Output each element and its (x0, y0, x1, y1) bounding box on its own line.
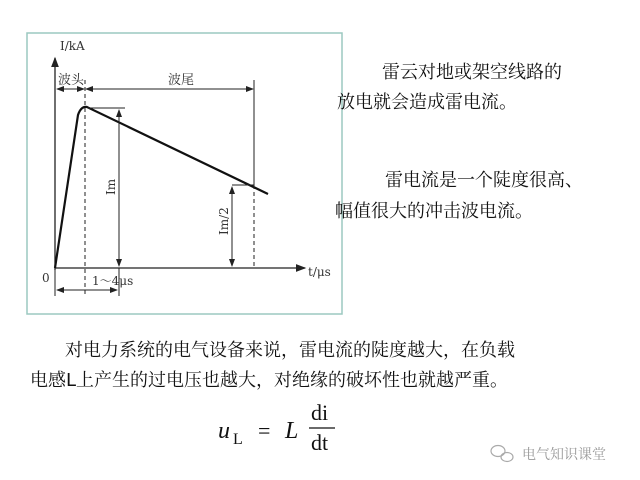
origin-label: 0 (42, 271, 50, 285)
paragraph-3-line-1: 对电力系统的电气设备来说，雷电流的陡度越大，在负载 (65, 340, 515, 361)
paragraph-1-line-1: 雷云对地或架空线路的 (382, 62, 562, 83)
y-axis-label: I/kA (60, 39, 85, 53)
front-time-label: 1～4μs (92, 274, 134, 288)
formula-numerator: di (311, 400, 329, 425)
wave-front-label: 波头 (58, 73, 85, 88)
formula-denominator: dt (311, 430, 329, 455)
paragraph-2-line-1: 雷电流是一个陡度很高、 (385, 170, 583, 191)
inductance-voltage-formula (218, 400, 335, 455)
x-axis-label: t/μs (308, 265, 331, 279)
formula-lhs: u (218, 418, 230, 444)
lightning-current-diagram (27, 33, 342, 314)
paragraph-3-line-2: 电感L上产生的过电压也越大，对绝缘的破坏性也就越严重。 (30, 370, 509, 391)
formula-equals: = (258, 418, 271, 443)
wave-tail-label: 波尾 (168, 73, 195, 88)
formula-lhs-subscript: L (233, 431, 243, 448)
watermark (491, 446, 606, 464)
watermark-text: 电气知识课堂 (522, 447, 606, 463)
paragraph-2-line-2: 幅值很大的冲击波电流。 (335, 201, 533, 222)
half-peak-label: Im/2 (217, 207, 231, 235)
formula-coefficient: L (285, 418, 299, 444)
peak-label: Im (104, 178, 118, 195)
paragraph-1-line-2: 放电就会造成雷电流。 (337, 92, 517, 113)
wechat-icon (491, 446, 513, 462)
